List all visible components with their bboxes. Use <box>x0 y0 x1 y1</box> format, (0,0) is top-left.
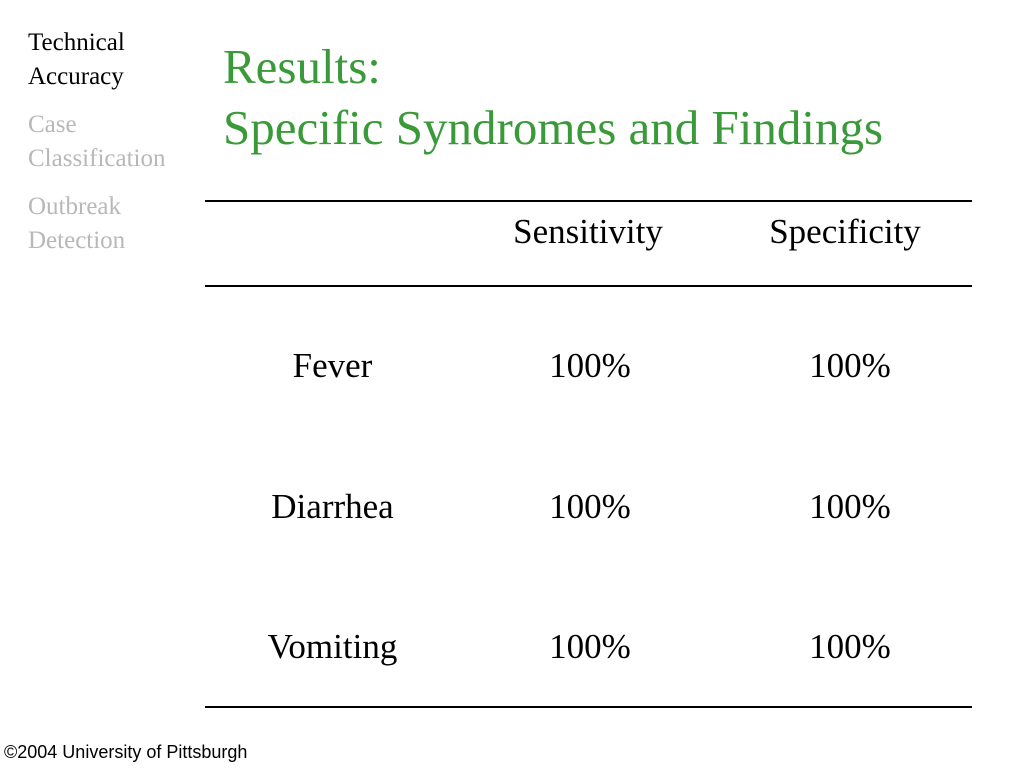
section-nav <box>28 26 198 272</box>
column-header-sensitivity: Sensitivity <box>513 212 663 251</box>
cell-specificity: 100% <box>809 487 891 526</box>
copyright-footer: ©2004 University of Pittsburgh <box>4 742 248 762</box>
nav-item-case-classification[interactable]: Case Classification <box>28 111 166 172</box>
row-label-diarrhea: Diarrhea <box>271 487 394 526</box>
slide-title <box>223 36 883 158</box>
table-bottom-rule <box>205 706 972 708</box>
row-label-vomiting: Vomiting <box>267 627 398 666</box>
table-top-rule <box>205 200 972 202</box>
slide-title-line-1: Results: <box>223 39 381 94</box>
cell-specificity: 100% <box>809 346 891 385</box>
table-header-rule <box>205 285 972 287</box>
table-row <box>205 344 972 388</box>
nav-item-outbreak-detection[interactable]: Outbreak Detection <box>28 193 126 254</box>
cell-sensitivity: 100% <box>549 487 631 526</box>
slide-title-line-2: Specific Syndromes and Findings <box>223 100 884 155</box>
cell-specificity: 100% <box>809 627 891 666</box>
cell-sensitivity: 100% <box>549 627 631 666</box>
row-label-fever: Fever <box>292 346 373 385</box>
table-row <box>205 625 972 669</box>
nav-item-technical-accuracy[interactable]: Technical Accuracy <box>28 29 125 90</box>
table-row <box>205 485 972 529</box>
cell-sensitivity: 100% <box>549 346 631 385</box>
column-header-specificity: Specificity <box>769 212 921 251</box>
